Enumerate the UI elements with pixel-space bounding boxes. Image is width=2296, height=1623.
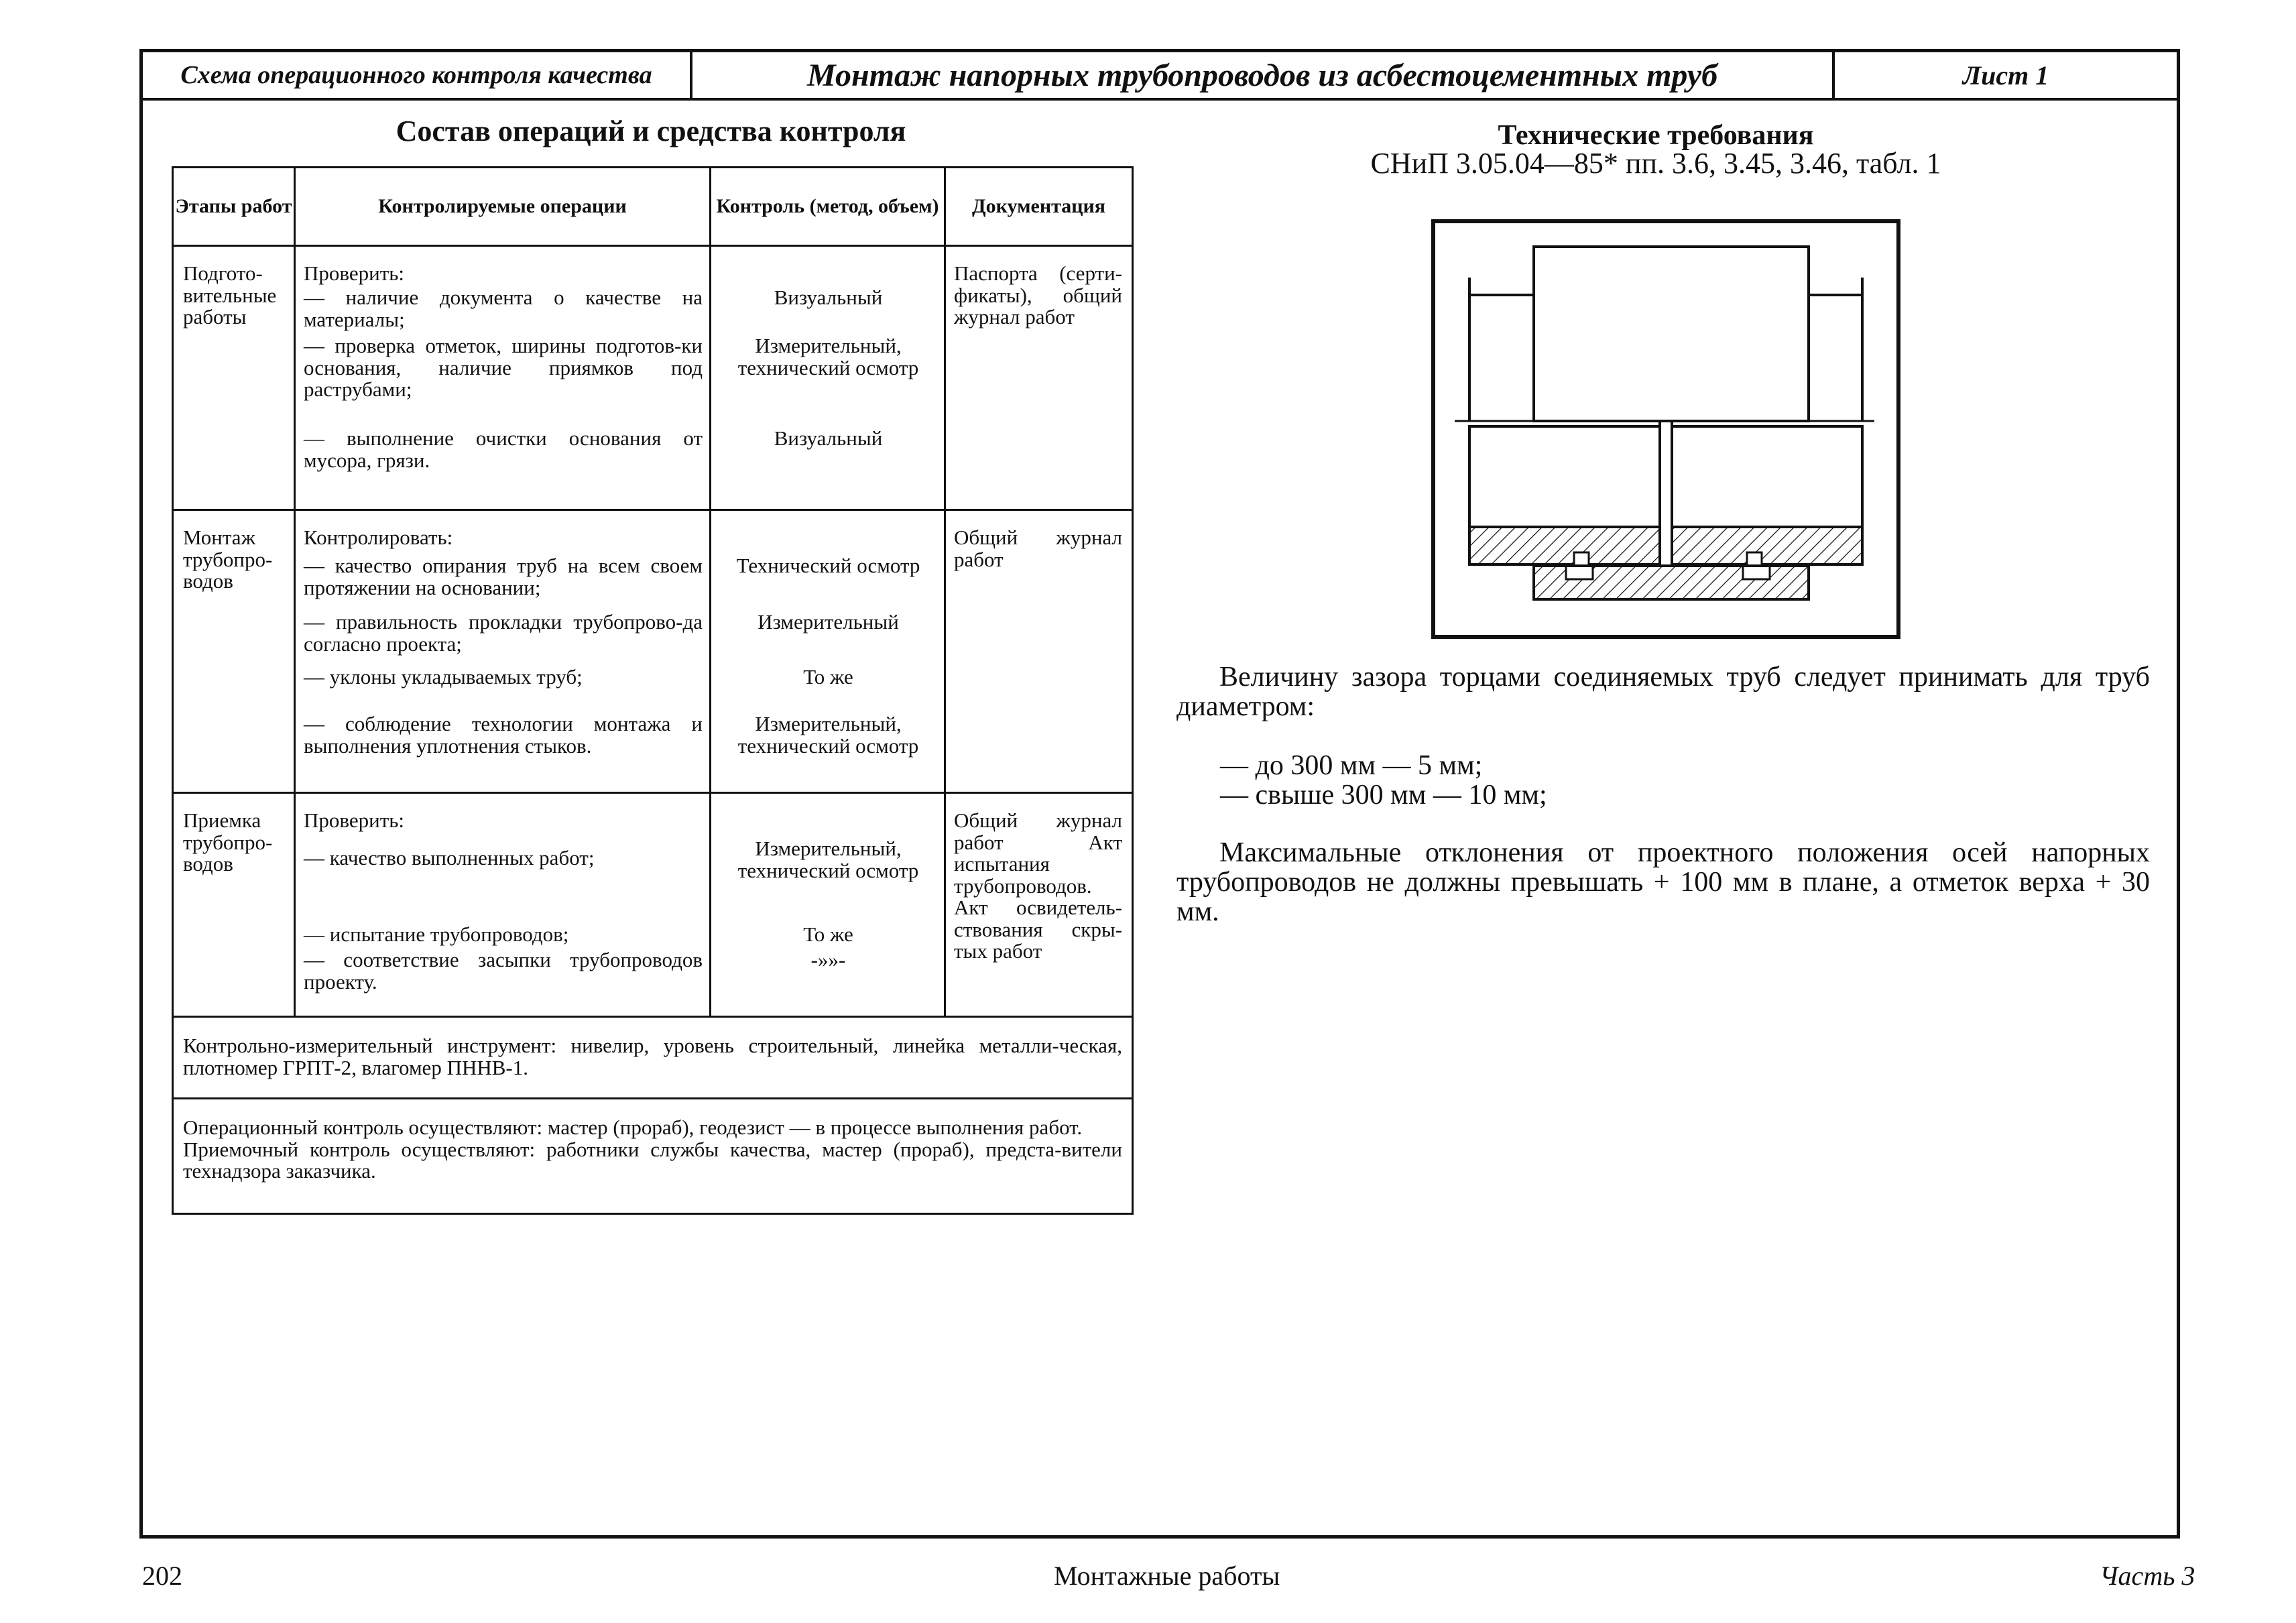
- operation-line: Контролировать:: [304, 526, 453, 549]
- left-pipe-wall-hatched: [1469, 527, 1660, 564]
- table-header-row: [173, 168, 1133, 246]
- control-cell: [711, 793, 945, 1017]
- coupling-groove-right: [1743, 566, 1770, 579]
- table-row: [173, 793, 1133, 1017]
- header-scheme-title: Схема операционного контроля качества: [143, 52, 692, 98]
- stage-cell: Монтаж трубопро-водов: [173, 510, 295, 793]
- footer-section: Монтажные работы: [1054, 1561, 1280, 1591]
- table-row: [173, 246, 1133, 510]
- operation-line: — правильность прокладки трубопрово-да согласно проекта;: [304, 610, 703, 656]
- pipe-joint-diagram: [1428, 216, 1904, 642]
- control-cell: [711, 246, 945, 510]
- documentation-cell: Паспорта (серти-фикаты), общий журнал работ: [945, 246, 1133, 510]
- operation-line: — наличие документа о качестве на материалы;: [304, 286, 703, 331]
- control-line: То же: [803, 922, 853, 946]
- right-pipe-section: [1672, 426, 1862, 527]
- control-line: Измерительный, технический осмотр: [737, 712, 919, 758]
- acceptance-control-note: Приемочный контроль осуществляют: работники службы качества, мастер (прораб), предста-вители технадзора заказчика.: [183, 1137, 1122, 1183]
- table-row: [173, 510, 1133, 793]
- control-line: [719, 810, 937, 838]
- operation-line: Проверить:: [304, 808, 404, 832]
- control-line: Визуальный: [774, 286, 883, 309]
- operations-cell: [295, 246, 711, 510]
- operation-line: — соблюдение технологии монтажа и выполнения уплотнения стыков.: [304, 712, 703, 758]
- requirements-reference: СНиП 3.05.04—85* пп. 3.6, 3.45, 3.46, табл. 1: [1370, 147, 1941, 180]
- coupling-upper-body: [1534, 247, 1809, 421]
- operations-section-title: Состав операций и средства контроля: [396, 115, 906, 147]
- coupling-groove-left: [1566, 566, 1593, 579]
- right-pipe-wall-hatched: [1672, 527, 1862, 564]
- operational-control-note: Операционный контроль осуществляют: мастер (прораб), геодезист — в процессе выполнения работ.: [183, 1116, 1083, 1139]
- operation-line: — выполнение очистки основания от мусора, грязи.: [304, 426, 703, 472]
- operation-line: — проверка отметок, ширины подготов-ки основания, наличие приямков под раструбами;: [304, 334, 703, 402]
- control-line: То же: [803, 665, 853, 688]
- column-header-control: Контроль (метод, объем): [711, 168, 945, 246]
- operation-line: Проверить:: [304, 261, 404, 285]
- gap-requirement-paragraph: Величину зазора торцами соединяемых труб следует принимать для труб диаметром:: [1176, 662, 2150, 723]
- instruments-cell: Контрольно-измерительный инструмент: нивелир, уровень строительный, линейка металли-ческая, плотномер ГРПТ-2, влагомер ПННВ-1.: [173, 1017, 1133, 1099]
- control-line: [719, 527, 937, 555]
- column-header-stage: Этапы работ: [173, 168, 295, 246]
- control-line: Визуальный: [774, 426, 883, 450]
- page-number: 202: [142, 1561, 182, 1591]
- list-item: — свыше 300 мм — 10 мм;: [1220, 780, 1547, 811]
- control-line: -»»-: [810, 948, 846, 971]
- column-header-operations: Контролируемые операции: [295, 168, 711, 246]
- control-notes-row: [173, 1099, 1133, 1214]
- header-document-title: Монтаж напорных трубопроводов из асбестоцементных труб: [692, 52, 1835, 98]
- deviation-requirement-paragraph: Максимальные отклонения от проектного положения осей напорных трубопроводов не должны превышать + 100 мм в плане, а отметок верха + 30 мм.: [1176, 837, 2150, 928]
- operation-line: — испытание трубопроводов;: [304, 922, 569, 946]
- seal-ring-left: [1574, 552, 1589, 566]
- operations-table: [172, 166, 1134, 1215]
- operation-line: — качество опирания труб на всем своем протяжении на основании;: [304, 554, 703, 599]
- stage-cell: Подгото-вительные работы: [173, 246, 295, 510]
- requirements-title: Технические требования: [1498, 120, 1814, 151]
- control-line: Технический осмотр: [736, 554, 920, 577]
- control-notes-cell: [173, 1099, 1133, 1214]
- header-sheet-number: Лист 1: [1962, 60, 2049, 91]
- column-header-documentation: Документация: [945, 168, 1133, 246]
- instruments-row: [173, 1017, 1133, 1099]
- documentation-cell: Общий журнал работ: [945, 510, 1133, 793]
- documentation-cell: Общий журнал работ Акт испытания трубопроводов. Акт освидетель-ствования скры-тых работ: [945, 793, 1133, 1017]
- control-line: Измерительный, технический осмотр: [737, 334, 919, 379]
- list-item: — до 300 мм — 5 мм;: [1220, 750, 1483, 781]
- seal-ring-right: [1747, 552, 1762, 566]
- control-line: Измерительный: [758, 610, 899, 634]
- operation-line: — качество выполненных работ;: [304, 846, 595, 869]
- control-line: Измерительный, технический осмотр: [737, 837, 919, 882]
- control-line: [719, 263, 937, 287]
- operations-cell: [295, 793, 711, 1017]
- gap-values-list: [1220, 751, 1823, 810]
- stage-cell: Приемка трубопро-водов: [173, 793, 295, 1017]
- header-bar: [143, 52, 2177, 101]
- operations-cell: [295, 510, 711, 793]
- operation-line: — уклоны укладываемых труб;: [304, 665, 583, 688]
- footer-part: Часть 3: [2100, 1561, 2195, 1591]
- control-cell: [711, 510, 945, 793]
- left-pipe-section: [1469, 426, 1660, 527]
- operation-line: — соответствие засыпки трубопроводов проекту.: [304, 948, 703, 994]
